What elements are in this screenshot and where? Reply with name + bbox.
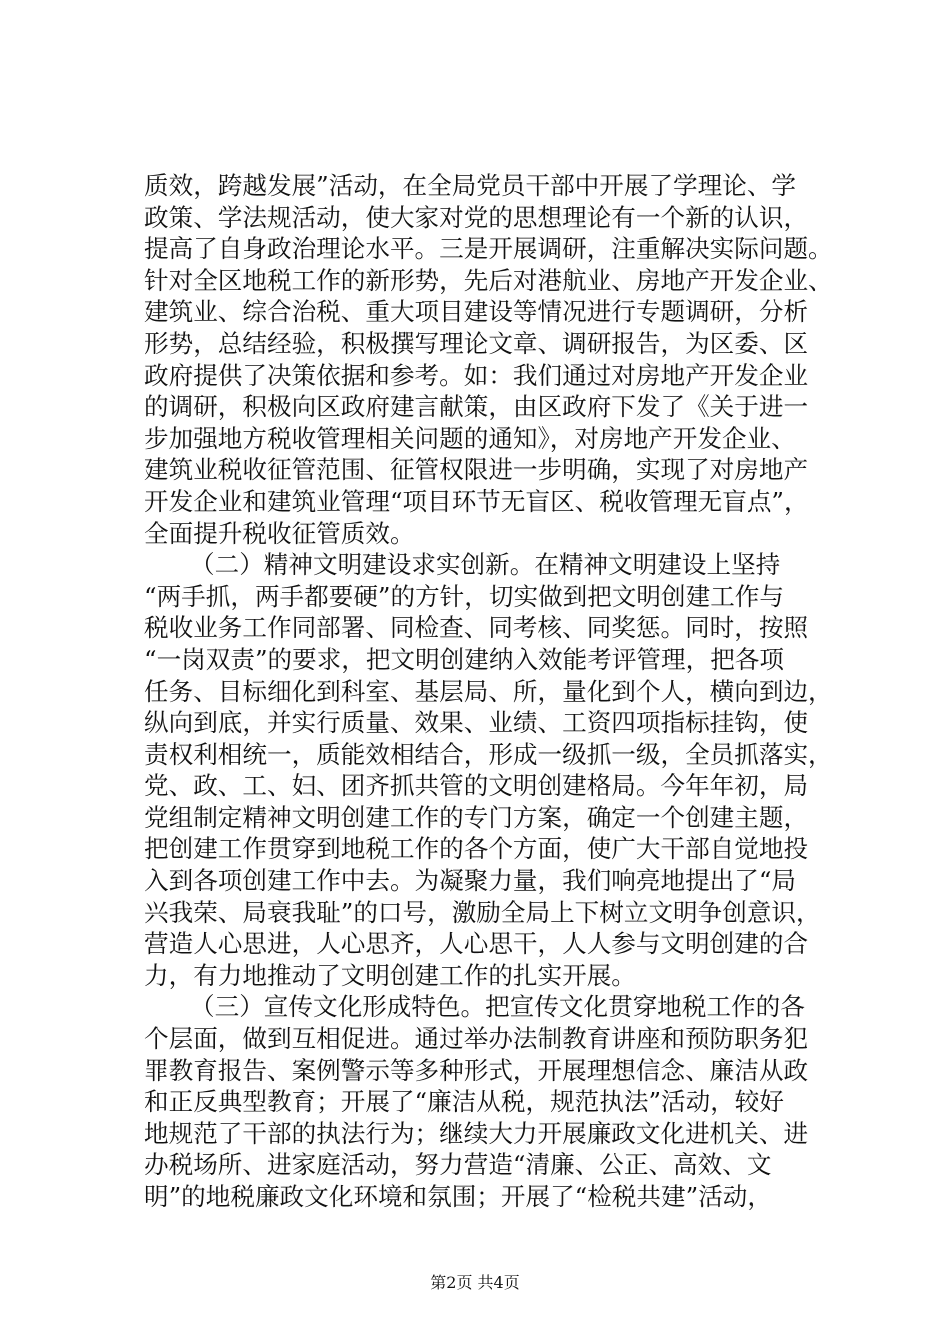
text-line: 兴我荣、局衰我耻”的口号，激励全局上下树立文明争创意识， [144, 897, 821, 927]
text-line: 建筑业、综合治税、重大项目建设等情况进行专题调研，分析 [144, 297, 809, 327]
text-line: （二）精神文明建设求实创新。在精神文明建设上坚持 [190, 550, 781, 580]
text-line: 入到各项创建工作中去。为凝聚力量，我们响亮地提出了“局 [144, 866, 797, 896]
text-line: 的调研，积极向区政府建言献策，由区政府下发了《关于进一 [144, 392, 809, 422]
text-line: 纵向到底，并实行质量、效果、业绩、工资四项指标挂钩，使 [144, 708, 809, 738]
text-line: 党组制定精神文明创建工作的专门方案，确定一个创建主题， [144, 802, 809, 832]
text-line: “一岗双责”的要求，把文明创建纳入效能考评管理，把各项 [144, 644, 784, 674]
text-line: 建筑业税收征管范围、征管权限进一步明确，实现了对房地产 [144, 455, 809, 485]
text-line: 营造人心思进，人心思齐，人心思干，人人参与文明创建的合 [144, 929, 809, 959]
text-line: 提高了自身政治理论水平。三是开展调研，注重解决实际问题。 [144, 234, 833, 264]
paragraph [144, 991, 834, 1212]
text-line: 党、政、工、妇、团齐抓共管的文明创建格局。今年年初，局 [144, 771, 809, 801]
text-line: 力，有力地推动了文明创建工作的扎实开展。 [144, 960, 636, 990]
text-line: 办税场所、进家庭活动，努力营造“清廉、公正、高效、文 [144, 1150, 772, 1180]
text-line: 政策、学法规活动，使大家对党的思想理论有一个新的认识， [144, 202, 809, 232]
text-line: 任务、目标细化到科室、基层局、所，量化到个人，横向到边， [144, 676, 833, 706]
text-line: 个层面，做到互相促进。通过举办法制教育讲座和预防职务犯 [144, 1024, 809, 1054]
text-line: “两手抓，两手都要硬”的方针，切实做到把文明创建工作与 [144, 581, 784, 611]
text-line: 质效，跨越发展”活动，在全局党员干部中开展了学理论、学 [144, 171, 797, 200]
text-line: 形势，总结经验，积极撰写理论文章、调研报告，为区委、区 [144, 328, 809, 358]
text-line: 责权利相统一，质能效相结合，形成一级抓一级，全员抓落实， [144, 739, 833, 769]
paragraph [144, 549, 834, 991]
text-line: 把创建工作贯穿到地税工作的各个方面，使广大干部自觉地投 [144, 834, 809, 864]
text-line: 地规范了干部的执法行为；继续大力开展廉政文化进机关、进 [144, 1118, 809, 1148]
text-line: 税收业务工作同部署、同检查、同考核、同奖惩。同时，按照 [144, 613, 809, 643]
text-line: （三）宣传文化形成特色。把宣传文化贯穿地税工作的各 [190, 992, 805, 1022]
text-line: 开发企业和建筑业管理“项目环节无盲区、税收管理无盲点”， [144, 486, 809, 516]
text-line: 明”的地税廉政文化环境和氛围；开展了“检税共建”活动， [144, 1182, 772, 1211]
text-line: 和正反典型教育；开展了“廉洁从税，规范执法”活动，较好 [144, 1087, 784, 1117]
text-line: 政府提供了决策依据和参考。如：我们通过对房地产开发企业 [144, 360, 809, 390]
paragraph [144, 170, 834, 549]
text-line: 罪教育报告、案例警示等多种形式，开展理想信念、廉洁从政 [144, 1055, 809, 1085]
text-line: 针对全区地税工作的新形势，先后对港航业、房地产开发企业、 [144, 265, 833, 295]
document-body [144, 170, 834, 1213]
text-line: 全面提升税收征管质效。 [144, 518, 415, 548]
text-line: 步加强地方税收管理相关问题的通知》，对房地产开发企业、 [144, 423, 796, 453]
page-footer: 第2页 共4页 [430, 1273, 520, 1292]
